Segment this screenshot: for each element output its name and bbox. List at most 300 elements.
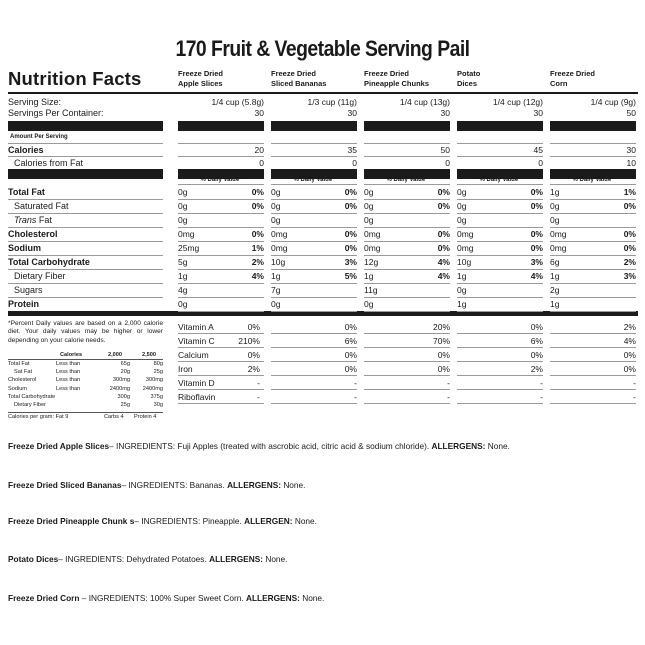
rule (457, 199, 543, 200)
rule (271, 375, 357, 376)
sugars-amount: 0g (457, 285, 467, 295)
sodium-amount: 25mg (178, 243, 200, 253)
daily-value-header: % Daily Value* (386, 177, 428, 183)
rule (550, 389, 636, 390)
rule (364, 311, 450, 312)
servings-value: 30 (533, 108, 543, 118)
dietary-fiber-label: Dietary Fiber (14, 271, 66, 281)
vitamin-value: - (540, 392, 543, 402)
fiber-amount: 1g (178, 271, 188, 281)
ingredient-line (8, 554, 287, 564)
carbs-percent: 2% (251, 257, 264, 267)
daily-value-header: % Daily Value* (200, 177, 242, 183)
rule (8, 412, 163, 413)
rule (457, 403, 543, 404)
thick-bar (8, 121, 163, 131)
serving-size-value: 1/3 cup (11g) (307, 97, 357, 107)
rule (8, 269, 163, 270)
fiber-amount: 1g (550, 271, 560, 281)
rule (178, 283, 264, 284)
calories-from-fat-value: 10 (626, 158, 636, 168)
trans-fat-amount: 0g (178, 215, 188, 225)
footnote-table-cell: 25g (153, 369, 163, 376)
rule (8, 359, 163, 360)
rule (8, 143, 163, 144)
product-name-line2: Sliced Bananas (271, 79, 327, 88)
footnote-table-cell: Total Carbohydrate (8, 393, 56, 400)
rule (364, 269, 450, 270)
rule (364, 255, 450, 256)
rule (550, 227, 636, 228)
protein-amount: 1g (457, 299, 467, 309)
cholesterol-amount: 0mg (550, 229, 567, 239)
rule (178, 156, 264, 157)
product-name-line2: Dices (457, 79, 478, 88)
fiber-percent: 4% (437, 271, 450, 281)
rule (178, 311, 264, 312)
rule (550, 241, 636, 242)
servings-value: 30 (440, 108, 450, 118)
product-name-line1: Potato (457, 69, 481, 78)
rule (457, 333, 543, 334)
serving-size-label: Serving Size: (8, 97, 62, 107)
footnote-table-cell: Sodium (8, 385, 27, 392)
product-name-line1: Freeze Dried (364, 69, 410, 78)
calories-value: 45 (533, 145, 543, 155)
total-carbohydrate-label: Total Carbohydrate (8, 257, 90, 267)
nutrition-facts-heading: Nutrition Facts (8, 68, 142, 89)
ingredient-line (8, 441, 510, 451)
rule (457, 375, 543, 376)
rule (271, 227, 357, 228)
rule (550, 311, 636, 312)
cholesterol-percent: 0% (344, 229, 357, 239)
footnote-table-cell: Less than (56, 361, 81, 367)
serving-size-value: 1/4 cup (12g) (492, 97, 543, 107)
per-gram-protein: Protein 4 (134, 414, 157, 420)
total-fat-percent: 0% (437, 187, 450, 197)
cholesterol-label: Cholesterol (8, 229, 58, 239)
ingredient-text: – INGREDIENTS: 100% Super Sweet Corn. (79, 593, 244, 603)
vitamin-value: 2% (247, 364, 260, 374)
vitamin-value: 0% (344, 364, 357, 374)
protein-label: Protein (8, 299, 40, 309)
footnote-table-cell: Less than (56, 377, 81, 384)
sat-fat-percent: 0% (437, 201, 450, 211)
rule (271, 199, 357, 200)
sat-fat-amount: 0g (550, 201, 560, 211)
vitamin-value: - (633, 392, 636, 402)
daily-value-header: % Daily Value* (479, 177, 521, 183)
daily-value-header: % Daily Value* (572, 177, 614, 183)
sodium-percent: 0% (530, 243, 543, 253)
vitamin-value: 20% (432, 322, 450, 332)
allergen-value: None. (302, 593, 325, 603)
total-fat-amount: 1g (550, 187, 560, 197)
allergen-value: None. (294, 516, 317, 526)
sugars-amount: 11g (364, 285, 378, 295)
rule (550, 347, 636, 348)
carbs-amount: 5g (178, 257, 188, 267)
rule (457, 361, 543, 362)
rule (8, 156, 163, 157)
servings-per-container-label: Servings Per Container: (8, 108, 104, 118)
footnote-table-header: 2,000 (108, 352, 122, 358)
sodium-amount: 0mg (364, 243, 381, 253)
total-fat-percent: 0% (530, 187, 543, 197)
vitamin-value: - (257, 392, 260, 402)
rule (271, 333, 357, 334)
footnote-table-cell: 25g (120, 402, 130, 408)
trans-fat-amount: 0g (550, 215, 560, 225)
allergen-value: None. (283, 480, 306, 490)
rule (457, 255, 543, 256)
allergen-label: ALLERGENS: (227, 480, 281, 490)
sodium-percent: 0% (623, 243, 636, 253)
vitamin-value: 0% (344, 350, 357, 360)
thick-bar (457, 121, 543, 131)
servings-value: 50 (626, 108, 636, 118)
rule (178, 255, 264, 256)
sugars-label: Sugars (14, 285, 43, 295)
sodium-amount: 0mg (457, 243, 474, 253)
vitamin-label: Riboflavin (178, 392, 216, 402)
footnote-table-cell: 20g (120, 369, 130, 376)
footnote-table-cell: 65g (120, 361, 130, 367)
cholesterol-percent: 0% (437, 229, 450, 239)
rule (457, 311, 543, 312)
product-name-line2: Apple Slices (178, 79, 223, 88)
rule (457, 389, 543, 390)
vitamin-value: - (354, 378, 357, 388)
total-fat-amount: 0g (271, 187, 281, 197)
thick-bar (550, 121, 636, 131)
allergen-value: None. (265, 554, 288, 564)
rule (271, 403, 357, 404)
calories-from-fat-value: 0 (259, 158, 264, 168)
rule (364, 227, 450, 228)
rule (550, 184, 636, 185)
footnote-table-cell: 300mg (145, 377, 163, 384)
cholesterol-amount: 0mg (271, 229, 288, 239)
rule (8, 227, 163, 228)
allergen-value: None. (487, 441, 510, 451)
footnote-table-header: 2,500 (142, 352, 156, 358)
rule (364, 143, 450, 144)
rule (271, 213, 357, 214)
daily-value-header: % Daily Value* (293, 177, 335, 183)
rule (550, 375, 636, 376)
ingredient-product-name: Freeze Dried Apple Slices (8, 441, 110, 451)
vitamin-value: 0% (530, 350, 543, 360)
calories-value: 30 (626, 145, 636, 155)
trans-fat-amount: 0g (364, 215, 374, 225)
cholesterol-percent: 0% (530, 229, 543, 239)
sat-fat-percent: 0% (251, 201, 264, 211)
footnote-table-cell: Cholesterol (8, 377, 37, 384)
calories-from-fat-value: 0 (538, 158, 543, 168)
rule (364, 241, 450, 242)
thick-bar (8, 169, 163, 179)
vitamin-value: 0% (437, 350, 450, 360)
rule (271, 283, 357, 284)
per-gram-carbs: Carbs 4 (104, 414, 124, 420)
total-fat-label: Total Fat (8, 187, 45, 197)
calories-label: Calories (8, 145, 44, 155)
fiber-percent: 4% (251, 271, 264, 281)
rule (8, 92, 638, 94)
vitamin-value: 6% (344, 336, 357, 346)
rule (550, 255, 636, 256)
vitamin-label: Vitamin D (178, 378, 215, 388)
rule (457, 347, 543, 348)
amount-per-serving-label: Amount Per Serving (10, 134, 68, 140)
carbs-amount: 10g (457, 257, 472, 267)
rule (364, 283, 450, 284)
ingredient-text: – INGREDIENTS: Fuji Apples (treated with ascrobic acid, citric acid & sodium chloride). (109, 441, 430, 451)
footnote-table-cell: 300g (117, 393, 130, 400)
rule (8, 297, 163, 298)
vitamin-value: 0% (623, 350, 636, 360)
rule (178, 199, 264, 200)
ingredient-text: – INGREDIENTS: Dehydrated Potatoes. (58, 554, 207, 564)
rule (178, 297, 264, 298)
footnote-table-cell: 2400mg (109, 385, 130, 392)
rule (457, 227, 543, 228)
sodium-percent: 1% (251, 243, 264, 253)
ingredient-text: – INGREDIENTS: Bananas. (121, 480, 225, 490)
serving-size-value: 1/4 cup (13g) (399, 97, 450, 107)
vitamin-value: 70% (432, 336, 450, 346)
thick-bar (364, 121, 450, 131)
rule (550, 361, 636, 362)
protein-amount: 0g (271, 299, 281, 309)
cholesterol-amount: 0mg (178, 229, 195, 239)
trans-fat-label: Trans Fat (14, 215, 52, 225)
rule (364, 333, 450, 334)
total-fat-percent: 0% (344, 187, 357, 197)
vitamin-value: 0% (247, 322, 260, 332)
cholesterol-percent: 0% (623, 229, 636, 239)
rule (178, 241, 264, 242)
rule (550, 283, 636, 284)
sodium-amount: 0mg (271, 243, 288, 253)
rule (457, 213, 543, 214)
sat-fat-amount: 0g (271, 201, 281, 211)
rule (457, 241, 543, 242)
footnote-table-cell: 30g (153, 402, 163, 408)
sodium-percent: 0% (344, 243, 357, 253)
rule (178, 143, 264, 144)
rule (271, 241, 357, 242)
calories-from-fat-value: 0 (445, 158, 450, 168)
footnote-table-header: Calories (60, 352, 83, 358)
carbs-percent: 2% (623, 257, 636, 267)
serving-size-value: 1/4 cup (9g) (590, 97, 636, 107)
vitamin-label: Calcium (178, 350, 209, 360)
fiber-percent: 3% (623, 271, 636, 281)
cholesterol-percent: 0% (251, 229, 264, 239)
total-fat-percent: 1% (623, 187, 636, 197)
rule (178, 361, 264, 362)
carbs-amount: 12g (364, 257, 379, 267)
sodium-amount: 0mg (550, 243, 567, 253)
footnote-table-cell: Dietary Fiber (14, 402, 47, 408)
product-name-line2: Corn (550, 79, 568, 88)
total-fat-amount: 0g (178, 187, 188, 197)
vitamin-value: 6% (530, 336, 543, 346)
daily-value-footnote: *Percent Daily values are based on a 2,000 calorie diet. Your daily values may be higher or lower depending on your calorie needs. (8, 320, 163, 344)
rule (178, 375, 264, 376)
carbs-percent: 3% (344, 257, 357, 267)
fiber-percent: 4% (530, 271, 543, 281)
per-gram-fat: Calories per gram: Fat 9 (8, 414, 69, 420)
calories-value: 50 (440, 145, 450, 155)
footnote-table-cell: Less than (56, 369, 81, 376)
sat-fat-percent: 0% (344, 201, 357, 211)
rule (8, 241, 163, 242)
total-fat-amount: 0g (364, 187, 374, 197)
rule (8, 255, 163, 256)
footnote-table-cell: Total Fat (8, 361, 30, 367)
ingredient-product-name: Freeze Dried Corn (8, 593, 80, 603)
vitamin-label: Vitamin C (178, 336, 215, 346)
rule (178, 213, 264, 214)
protein-amount: 0g (364, 299, 374, 309)
carbs-percent: 3% (530, 257, 543, 267)
rule (457, 156, 543, 157)
rule (550, 143, 636, 144)
rule (550, 297, 636, 298)
product-name-line2: Pineapple Chunks (364, 79, 430, 88)
rule (364, 403, 450, 404)
rule (8, 283, 163, 284)
allergen-label: ALLERGENS: (431, 441, 486, 451)
vitamin-label: Vitamin A (178, 322, 214, 332)
servings-value: 30 (254, 108, 264, 118)
rule (178, 269, 264, 270)
rule (364, 297, 450, 298)
allergen-label: ALLERGENS: (245, 593, 300, 603)
ingredient-line (8, 593, 324, 603)
ingredient-line (8, 516, 317, 526)
rule (271, 311, 357, 312)
cholesterol-amount: 0mg (457, 229, 474, 239)
page-title: 170 Fruit & Vegetable Serving Pail (175, 36, 470, 61)
allergen-label: ALLERGEN: (244, 516, 293, 526)
vitamin-value: 0% (437, 364, 450, 374)
rule (271, 389, 357, 390)
rule (178, 403, 264, 404)
vitamin-value: - (540, 378, 543, 388)
fiber-amount: 1g (457, 271, 467, 281)
product-name-line1: Freeze Dried (271, 69, 317, 78)
vitamin-value: 4% (623, 336, 636, 346)
rule (550, 213, 636, 214)
vitamin-value: - (257, 378, 260, 388)
rule (550, 333, 636, 334)
rule (364, 375, 450, 376)
footnote-table-cell: 2400mg (142, 385, 163, 392)
footnote-table-cell: 375g (150, 393, 163, 400)
sat-fat-amount: 0g (178, 201, 188, 211)
rule (271, 143, 357, 144)
vitamin-label: Iron (178, 364, 193, 374)
carbs-amount: 10g (271, 257, 286, 267)
rule (457, 269, 543, 270)
vitamin-value: 0% (344, 322, 357, 332)
calories-value: 35 (347, 145, 357, 155)
ingredient-product-name: Freeze Dried Sliced Bananas (8, 480, 122, 490)
ingredient-line (8, 480, 305, 490)
calories-from-fat-value: 0 (352, 158, 357, 168)
rule (178, 347, 264, 348)
vitamin-value: - (354, 392, 357, 402)
product-name-line1: Freeze Dried (550, 69, 596, 78)
vitamin-value: - (447, 392, 450, 402)
sat-fat-percent: 0% (530, 201, 543, 211)
rule (364, 389, 450, 390)
carbs-percent: 4% (437, 257, 450, 267)
rule (271, 255, 357, 256)
rule (178, 389, 264, 390)
rule (364, 347, 450, 348)
footnote-table-cell: 300mg (112, 377, 130, 384)
thick-bar (271, 121, 357, 131)
rule (457, 184, 543, 185)
rule (178, 184, 264, 185)
sodium-percent: 0% (437, 243, 450, 253)
protein-amount: 1g (550, 299, 560, 309)
ingredient-text: – INGREDIENTS: Pineapple. (134, 516, 242, 526)
rule (364, 184, 450, 185)
trans-fat-amount: 0g (271, 215, 281, 225)
carbs-amount: 6g (550, 257, 560, 267)
vitamin-value: 0% (623, 364, 636, 374)
fiber-amount: 1g (271, 271, 281, 281)
rule (364, 361, 450, 362)
rule (457, 297, 543, 298)
rule (8, 213, 163, 214)
vitamin-value: 210% (238, 336, 260, 346)
calories-value: 20 (254, 145, 264, 155)
sugars-amount: 2g (550, 285, 560, 295)
sat-fat-amount: 0g (457, 201, 467, 211)
product-name-line1: Freeze Dried (178, 69, 224, 78)
sugars-amount: 4g (178, 285, 188, 295)
allergen-label: ALLERGENS: (209, 554, 264, 564)
servings-value: 30 (347, 108, 357, 118)
rule (178, 227, 264, 228)
vitamin-value: 0% (530, 322, 543, 332)
vitamin-value: 2% (623, 322, 636, 332)
ingredient-product-name: Freeze Dried Pineapple Chunk s (8, 516, 135, 526)
rule (457, 143, 543, 144)
rule (178, 333, 264, 334)
vitamin-value: - (633, 378, 636, 388)
cholesterol-amount: 0mg (364, 229, 381, 239)
fiber-amount: 1g (364, 271, 374, 281)
sodium-label: Sodium (8, 243, 41, 253)
rule (364, 199, 450, 200)
rule (271, 361, 357, 362)
sat-fat-amount: 0g (364, 201, 374, 211)
footnote-table-cell: Less than (56, 385, 81, 392)
total-fat-amount: 0g (457, 187, 467, 197)
vitamin-value: 2% (530, 364, 543, 374)
rule (271, 156, 357, 157)
rule (364, 213, 450, 214)
